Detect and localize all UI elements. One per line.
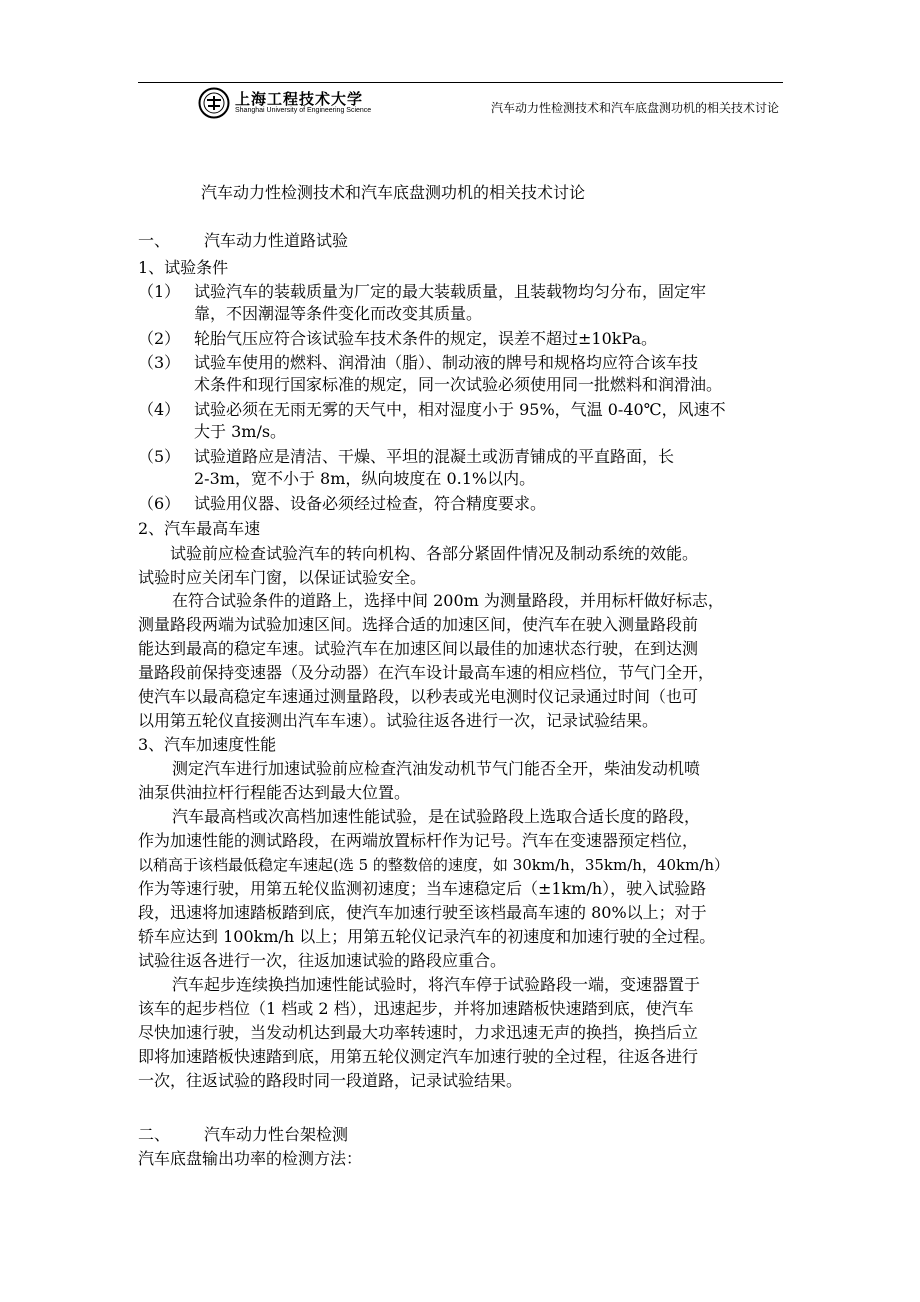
list-item-text: 试验道路应是清洁、干燥、平坦的混凝土或沥青铺成的平直路面，长 <box>194 447 675 466</box>
paragraph-line: 测定汽车进行加速试验前应检查汽油发动机节气门能否全开，柴油发动机喷 <box>172 759 701 778</box>
section-1-number: 一、 <box>138 231 171 250</box>
header-doc-title: 汽车动力性检测技术和汽车底盘测功机的相关技术讨论 <box>490 101 779 115</box>
paragraph-line: 轿车应达到 100km/h 以上；用第五轮仪记录汽车的初速度和加速行驶的全过程。 <box>138 927 716 946</box>
university-name-cn: 上海工程技术大学 <box>235 90 364 108</box>
paragraph-line: 一次，往返试验的路段时同一段道路，记录试验结果。 <box>138 1071 523 1090</box>
section-2-title: 汽车动力性台架检测 <box>204 1125 349 1144</box>
paragraph-line: 作为加速性能的测试路段，在两端放置标杆作为记号。汽车在变速器预定档位， <box>138 831 699 850</box>
page-header <box>138 82 783 123</box>
list-item-number: （4） <box>138 400 181 419</box>
paragraph-line: 即将加速踏板快速踏到底，用第五轮仪测定汽车加速行驶的全过程，往返各进行 <box>138 1047 699 1066</box>
paragraph-line: 汽车底盘输出功率的检测方法： <box>138 1149 363 1168</box>
list-item-text: 大于 3m/s。 <box>194 422 287 441</box>
paragraph-line: 量路段前保持变速器（及分动器）在汽车设计最高车速的相应档位，节气门全开， <box>138 663 715 682</box>
section-2-number: 二、 <box>138 1125 171 1144</box>
paragraph-line: 尽快加速行驶，当发动机达到最大功率转速时，力求迅速无声的换挡，换挡后立 <box>138 1023 699 1042</box>
list-item-number: （6） <box>138 494 181 513</box>
list-item-text: 靠，不因潮湿等条件变化而改变其质量。 <box>194 304 483 323</box>
paragraph-line: 汽车起步连续换挡加速性能试验时，将汽车停于试验路段一端，变速器置于 <box>172 975 701 994</box>
paragraph-line: 以用第五轮仪直接测出汽车车速）。试验往返各进行一次，记录试验结果。 <box>138 711 659 730</box>
paragraph-line: 在符合试验条件的道路上，选择中间 200m 为测量路段，并用标杆做好标志， <box>172 591 724 610</box>
paragraph-line: 使汽车以最高稳定车速通过测量路段，以秒表或光电测时仪记录通过时间（也可 <box>138 687 699 706</box>
paragraph-line: 能达到最高的稳定车速。试验汽车在加速区间以最佳的加速状态行驶，在到达测 <box>138 639 699 658</box>
list-item-text: 2-3m，宽不小于 8m，纵向坡度在 0.1%以内。 <box>194 469 536 488</box>
university-logo-icon <box>198 87 230 119</box>
subsection-1-heading: 1、试验条件 <box>138 258 229 277</box>
paragraph-line: 油泵供油拉杆行程能否达到最大位置。 <box>138 783 411 802</box>
list-item-number: （3） <box>138 353 181 372</box>
paragraph-line: 该车的起步档位（1 档或 2 档），迅速起步，并将加速踏板快速踏到底，使汽车 <box>138 999 694 1018</box>
paragraph-line: 试验时应关闭车门窗，以保证试验安全。 <box>138 568 427 587</box>
list-item-text: 试验车使用的燃料、润滑油（脂）、制动液的牌号和规格均应符合该车技 <box>194 353 699 372</box>
list-item-number: （2） <box>138 329 181 348</box>
paragraph-line: 试验前应检查试验汽车的转向机构、各部分紧固件情况及制动系统的效能。 <box>170 544 699 563</box>
document-title: 汽车动力性检测技术和汽车底盘测功机的相关技术讨论 <box>201 183 586 202</box>
list-item-text: 试验用仪器、设备必须经过检查，符合精度要求。 <box>194 494 547 513</box>
university-name-en: Shanghai University of Engineering Science <box>235 107 372 114</box>
paragraph-line: 段，迅速将加速踏板踏到底，使汽车加速行驶至该档最高车速的 80%以上；对于 <box>138 903 707 922</box>
list-item-text: 轮胎气压应符合该试验车技术条件的规定，误差不超过±10kPa。 <box>194 329 658 348</box>
subsection-2-heading: 2、汽车最高车速 <box>138 519 261 538</box>
paragraph-line: 作为等速行驶，用第五轮仪监测初速度；当车速稳定后（±1km/h），驶入试验路 <box>138 879 707 898</box>
list-item-text: 试验汽车的装载质量为厂定的最大装载质量，且装载物均匀分布，固定牢 <box>194 282 707 301</box>
list-item-number: （5） <box>138 447 181 466</box>
subsection-3-heading: 3、汽车加速度性能 <box>138 735 277 754</box>
list-item-text: 术条件和现行国家标准的规定，同一次试验必须使用同一批燃料和润滑油。 <box>194 375 723 394</box>
paragraph-line: 以稍高于该档最低稳定车速起(选 5 的整数倍的速度，如 30km/h，35km/h，40km/h） <box>138 856 730 874</box>
section-1-title: 汽车动力性道路试验 <box>204 231 349 250</box>
paragraph-line: 测量路段两端为试验加速区间。选择合适的加速区间，使汽车在驶入测量路段前 <box>138 615 699 634</box>
paragraph-line: 试验往返各进行一次，往返加速试验的路段应重合。 <box>138 951 507 970</box>
paragraph-line: 汽车最高档或次高档加速性能试验，是在试验路段上选取合适长度的路段， <box>172 807 701 826</box>
list-item-number: （1） <box>138 282 181 301</box>
list-item-text: 试验必须在无雨无雾的天气中，相对湿度小于 95%，气温 0-40℃，风速不 <box>194 400 726 419</box>
